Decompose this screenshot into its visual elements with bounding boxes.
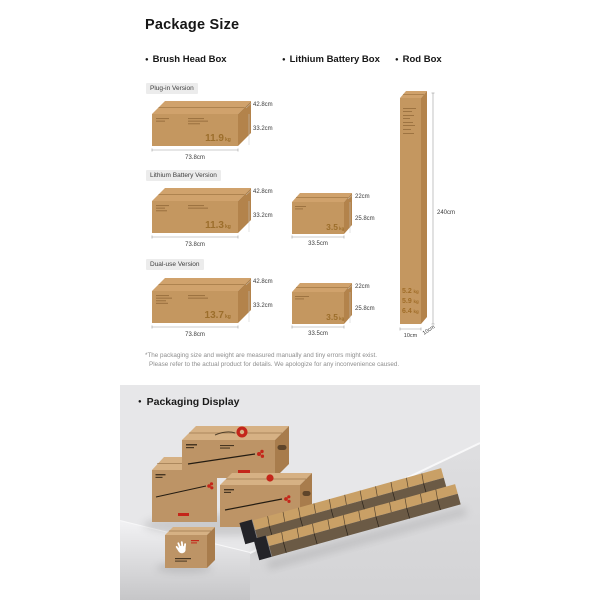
weight-unit: kg — [225, 314, 231, 320]
weight-unit: kg — [339, 316, 345, 321]
width-label: 33.5cm — [308, 331, 328, 337]
weight-value: 3.5 — [326, 312, 338, 322]
display-box-top-stacked — [182, 426, 289, 478]
weight-value: 13.7 — [204, 310, 224, 321]
section-label: Lithium Battery Box — [289, 54, 380, 65]
handle-cutout — [303, 491, 311, 496]
box-diagram-lithium-1 — [286, 186, 404, 248]
height-label: 33.2cm — [253, 303, 273, 309]
weight-value: 11.3 — [205, 220, 224, 231]
rod-height-label: 240cm — [437, 210, 456, 216]
rod-weight-2-unit: kg — [413, 299, 419, 304]
bullet-icon: ● — [145, 56, 149, 63]
rod-weight-1-unit: kg — [413, 289, 419, 294]
depth-label: 22cm — [355, 284, 370, 290]
bullet-icon: ● — [282, 56, 286, 63]
weight-unit: kg — [225, 224, 231, 230]
footnote-line-2: Please refer to the actual product for details. We apologize for any inconvenience caused. — [149, 361, 400, 368]
width-label: 73.8cm — [185, 242, 205, 248]
section-header-packaging-display — [138, 396, 239, 408]
box-diagram-lithium-2 — [286, 276, 404, 338]
handle-cutout — [278, 445, 287, 450]
height-label: 25.8cm — [355, 216, 375, 222]
height-label: 33.2cm — [253, 126, 273, 132]
width-label: 73.8cm — [185, 332, 205, 338]
footnote-line-1: *The packaging size and weight are measured manually and tiny errors might exist. — [145, 352, 378, 359]
rod-weight-3-unit: kg — [413, 309, 419, 314]
section-header-lithium-battery-box — [282, 54, 380, 65]
depth-label: 42.8cm — [253, 189, 273, 195]
weight-unit: kg — [339, 226, 345, 231]
packaging-display-photo — [120, 385, 480, 600]
section-label: Brush Head Box — [152, 54, 227, 65]
box-side-face — [421, 91, 427, 324]
section-label: Rod Box — [402, 54, 442, 65]
bullet-icon: ● — [138, 399, 142, 405]
weight-unit: kg — [225, 137, 231, 143]
depth-label: 22cm — [355, 194, 370, 200]
version-label-lithium-battery: Lithium Battery Version — [146, 170, 221, 181]
section-label: Packaging Display — [146, 396, 240, 408]
rod-weight-1-value: 5.2 — [402, 288, 412, 295]
rod-depth-label: 10cm — [421, 324, 437, 337]
bullet-icon: ● — [395, 56, 399, 63]
height-label: 33.2cm — [253, 213, 273, 219]
box-diagram-brush-lithium — [146, 180, 282, 250]
box-diagram-brush-dual-use — [146, 270, 282, 340]
rod-weight-2-value: 5.9 — [402, 298, 412, 305]
depth-label: 42.8cm — [253, 102, 273, 108]
display-box-small — [165, 527, 215, 568]
version-label-dual-use: Dual-use Version — [146, 259, 204, 270]
rod-weight-3-value: 6.4 — [402, 308, 412, 315]
section-header-rod-box — [395, 54, 442, 65]
width-label: 33.5cm — [308, 241, 328, 247]
page-title: Package Size — [145, 17, 240, 33]
version-label-plug-in: Plug-in Version — [146, 83, 198, 94]
box-diagram-rod — [392, 86, 484, 348]
weight-value: 11.9 — [205, 133, 224, 144]
depth-label: 42.8cm — [253, 279, 273, 285]
weight-value: 3.5 — [326, 222, 338, 232]
rod-width-label: 10cm — [403, 333, 418, 339]
width-label: 73.8cm — [185, 155, 205, 161]
height-label: 25.8cm — [355, 306, 375, 312]
box-diagram-brush-plug-in — [146, 93, 282, 163]
section-header-brush-head-box — [145, 54, 227, 65]
